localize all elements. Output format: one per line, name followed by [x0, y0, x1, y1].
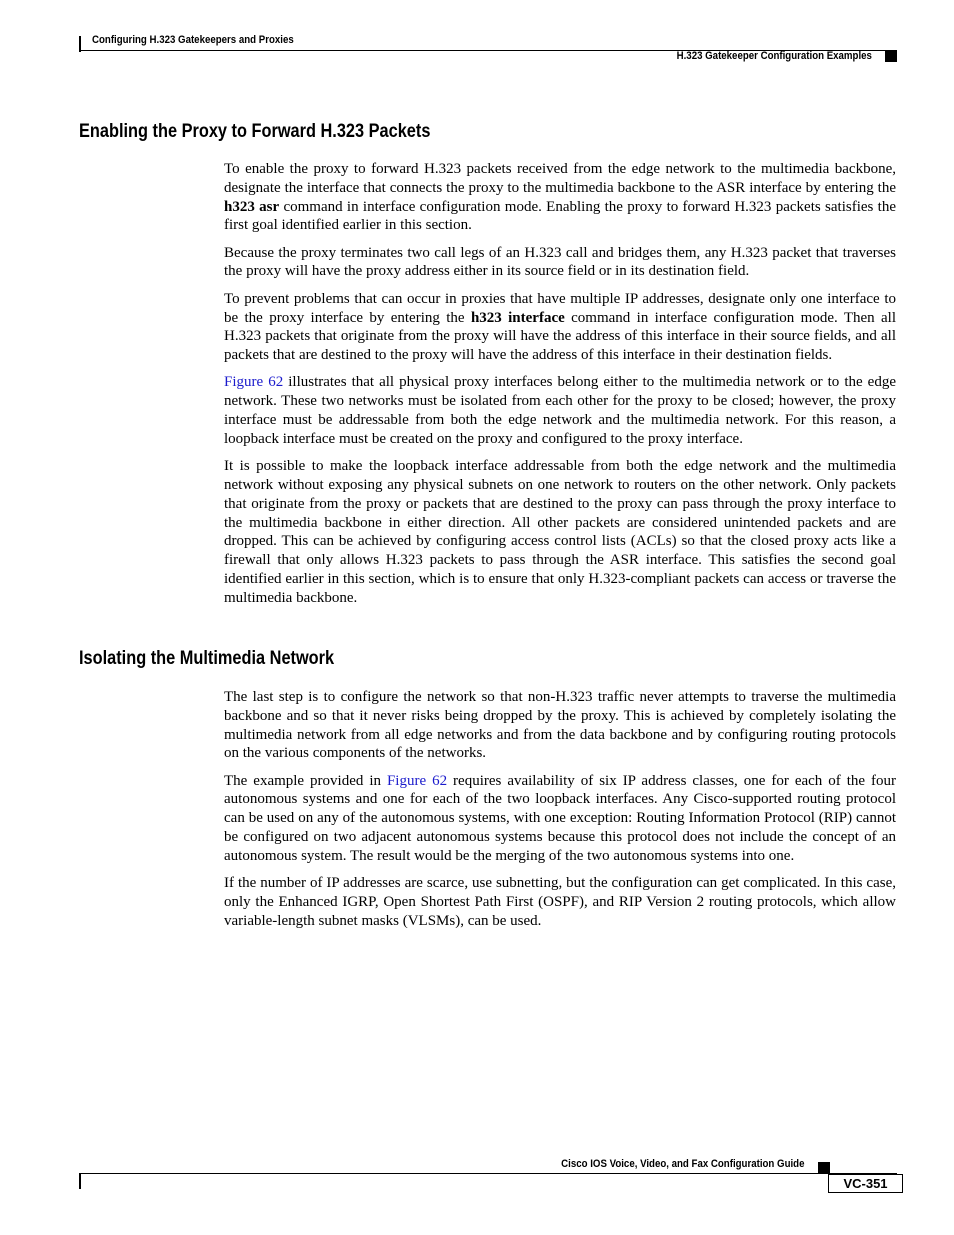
footer-marker-block — [818, 1162, 830, 1174]
paragraph-text: The example provided in — [224, 772, 387, 789]
command-h323-interface: h323 interface — [470, 309, 565, 326]
paragraph-text: command in interface configuration mode. Then all H.323 packets that originate from the proxy will have the address of this interface in their source fields, and all packets that are destined to the proxy will have the address of this interface in their destination fields. — [224, 309, 897, 364]
section-enabling-proxy — [224, 160, 896, 616]
heading-isolating-network: Isolating the Multimedia Network — [79, 648, 335, 669]
paragraph: It is possible to make the loopback interface addressable from both the edge network and the multimedia network without exposing any physical subnets on one network to routers on the other network. Only packets that originate from the proxy or packets that are destined to the proxy can pass through the proxy interface to the multimedia backbone in either direction. All other packets are considered unintended packets and are dropped. This can be achieved by configuring access control lists (ACLs) so that the closed proxy acts like a firewall that only allows H.323 packets to pass through the ASR interface. This satisfies the second goal identified earlier in this section, which is to ensure that only H.323-compliant packets can access or traverse the multimedia backbone. — [224, 458, 896, 606]
paragraph-text: To prevent problems that can occur in proxies that have multiple IP addresses, designate only one interface to be the proxy interface by entering the — [224, 290, 896, 326]
paragraph — [224, 373, 896, 448]
paragraph-text: requires availability of six IP address classes, one for each of the four autonomous systems and one for each of the two loopback interfaces. Any Cisco-supported routing protocol can be used on any of the autonomous systems, with one exception: Routing Information Protocol (RIP) cannot be configured on two adjacent autonomous systems because this protocol does not include the concept of an autonomous system. The result would be the merging of the two autonomous systems into one. — [224, 772, 896, 864]
chapter-title: Configuring H.323 Gatekeepers and Proxies — [92, 34, 294, 46]
paragraph — [224, 772, 896, 866]
heading-enabling-proxy: Enabling the Proxy to Forward H.323 Packets — [79, 121, 431, 142]
book-title: Cisco IOS Voice, Video, and Fax Configuration Guide — [560, 1158, 804, 1170]
paragraph — [224, 290, 896, 365]
figure-62-link[interactable]: Figure 62 — [224, 374, 284, 391]
footer-rule — [79, 1173, 897, 1174]
figure-62-link[interactable]: Figure 62 — [386, 772, 448, 789]
section-isolating-network — [224, 688, 896, 939]
paragraph-text: command in interface configuration mode. Enabling the proxy to forward H.323 packets satisfies the first goal identified earlier in this section. — [224, 198, 896, 234]
paragraph-text: illustrates that all physical proxy interfaces belong either to the multimedia network or to the edge network. These two networks must be isolated from each other for the proxy to be closed; however, the proxy interface must be addressable from both the edge network and the multimedia network. For this reason, a loopback interface must be created on the proxy and configured to the proxy interface. — [224, 374, 896, 447]
section-title: H.323 Gatekeeper Configuration Examples — [676, 50, 872, 62]
paragraph: The last step is to configure the network so that non-H.323 traffic never attempts to traverse the multimedia backbone and so that it never risks being dropped by the proxy. This is achieved by completely isolating the multimedia network from all edge networks and from the data backbone and by configuring routing protocols on the various components of the networks. — [224, 689, 896, 762]
paragraph: If the number of IP addresses are scarce, use subnetting, but the configuration can get complicated. In this case, only the Enhanced IGRP, Open Shortest Path First (OSPF), and RIP Version 2 routing protocols, which allow variable-length subnet masks (VLSMs), can be used. — [224, 875, 896, 929]
page-number: VC-351 — [828, 1174, 903, 1193]
header-marker-block — [885, 50, 897, 62]
command-h323-asr: h323 asr — [224, 198, 280, 215]
footer-left-rule — [79, 1173, 81, 1189]
paragraph: Because the proxy terminates two call legs of an H.323 call and bridges them, any H.323 packet that traverses the proxy will have the proxy address either in its source field or in its destination field. — [224, 244, 896, 280]
paragraph-text: To enable the proxy to forward H.323 packets received from the edge network to the multimedia backbone, designate the interface that connects the proxy to the multimedia backbone to the ASR interface by entering the — [224, 161, 896, 196]
paragraph — [224, 160, 896, 235]
